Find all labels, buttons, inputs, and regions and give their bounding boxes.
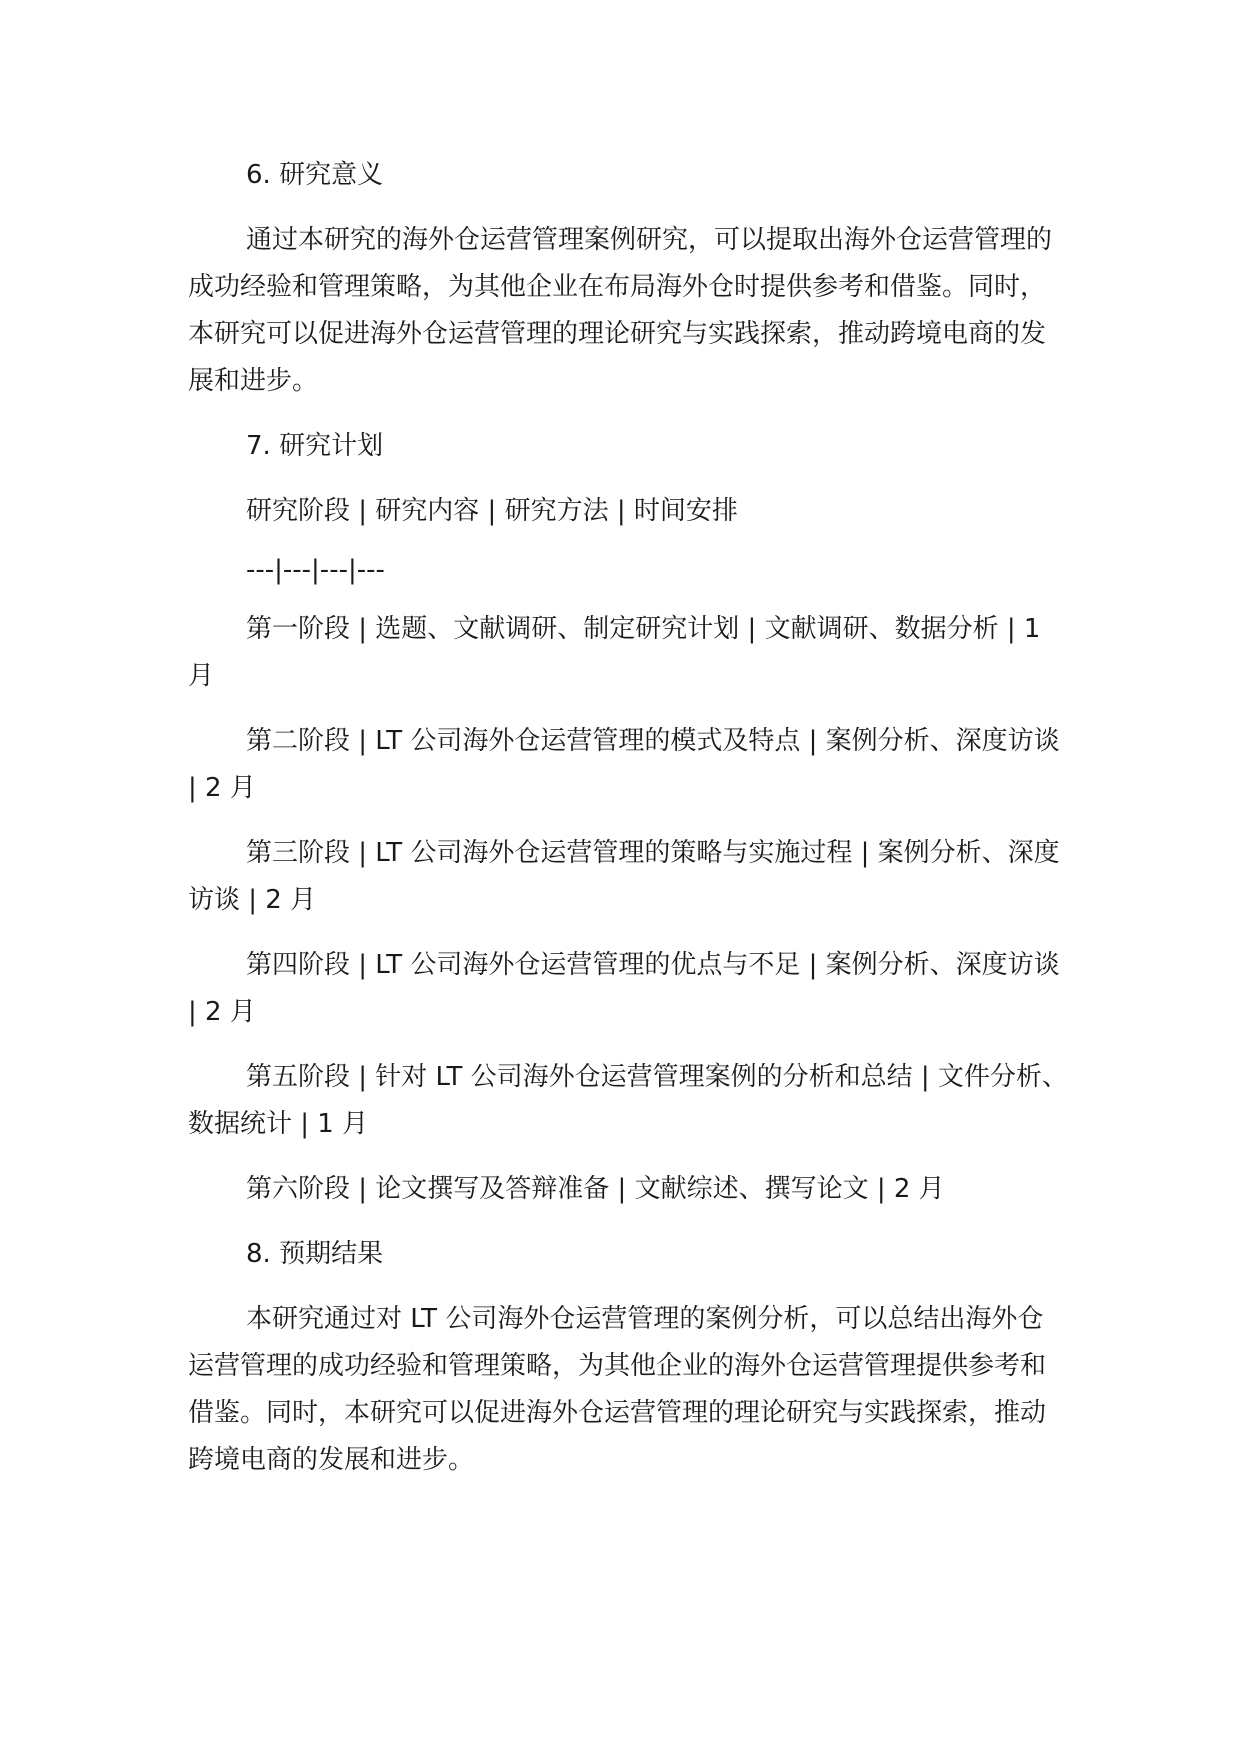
plan-table-header: 研究阶段 | 研究内容 | 研究方法 | 时间安排 — [246, 496, 738, 526]
paragraph-research-significance: 通过本研究的海外仓运营管理案例研究，可以提取出海外仓运营管理的成功经验和管理策略，为其他企业在布局海外仓时提供参考和借鉴。同时，本研究可以促进海外仓运营管理的理论研究与实践探索，推动跨境电商的发展和进步。 — [188, 225, 1053, 396]
plan-row-stage-4: 第四阶段 | LT 公司海外仓运营管理的优点与不足 | 案例分析、深度访谈 | 2 月 — [188, 950, 1068, 1027]
plan-row-stage-1: 第一阶段 | 选题、文献调研、制定研究计划 | 文献调研、数据分析 | 1 月 — [188, 614, 1049, 691]
plan-table-separator: ---|---|---|--- — [246, 555, 385, 585]
section-heading-expected-results: 8. 预期结果 — [246, 1239, 384, 1269]
plan-row-stage-2: 第二阶段 | LT 公司海外仓运营管理的模式及特点 | 案例分析、深度访谈 | 2 月 — [188, 726, 1068, 803]
paragraph-expected-results: 本研究通过对 LT 公司海外仓运营管理的案例分析，可以总结出海外仓运营管理的成功经验和管理策略，为其他企业的海外仓运营管理提供参考和借鉴。同时，本研究可以促进海外仓运营管理的理论研究与实践探索，推动跨境电商的发展和进步。 — [188, 1304, 1047, 1475]
section-heading-research-significance: 6. 研究意义 — [246, 160, 384, 190]
section-heading-research-plan: 7. 研究计划 — [246, 431, 384, 461]
document-body — [188, 152, 1068, 1502]
plan-row-stage-6: 第六阶段 | 论文撰写及答辩准备 | 文献综述、撰写论文 | 2 月 — [246, 1174, 945, 1204]
plan-row-stage-5: 第五阶段 | 针对 LT 公司海外仓运营管理案例的分析和总结 | 文件分析、数据统计 | 1 月 — [188, 1062, 1068, 1139]
plan-row-stage-3: 第三阶段 | LT 公司海外仓运营管理的策略与实施过程 | 案例分析、深度访谈 | 2 月 — [188, 838, 1060, 915]
